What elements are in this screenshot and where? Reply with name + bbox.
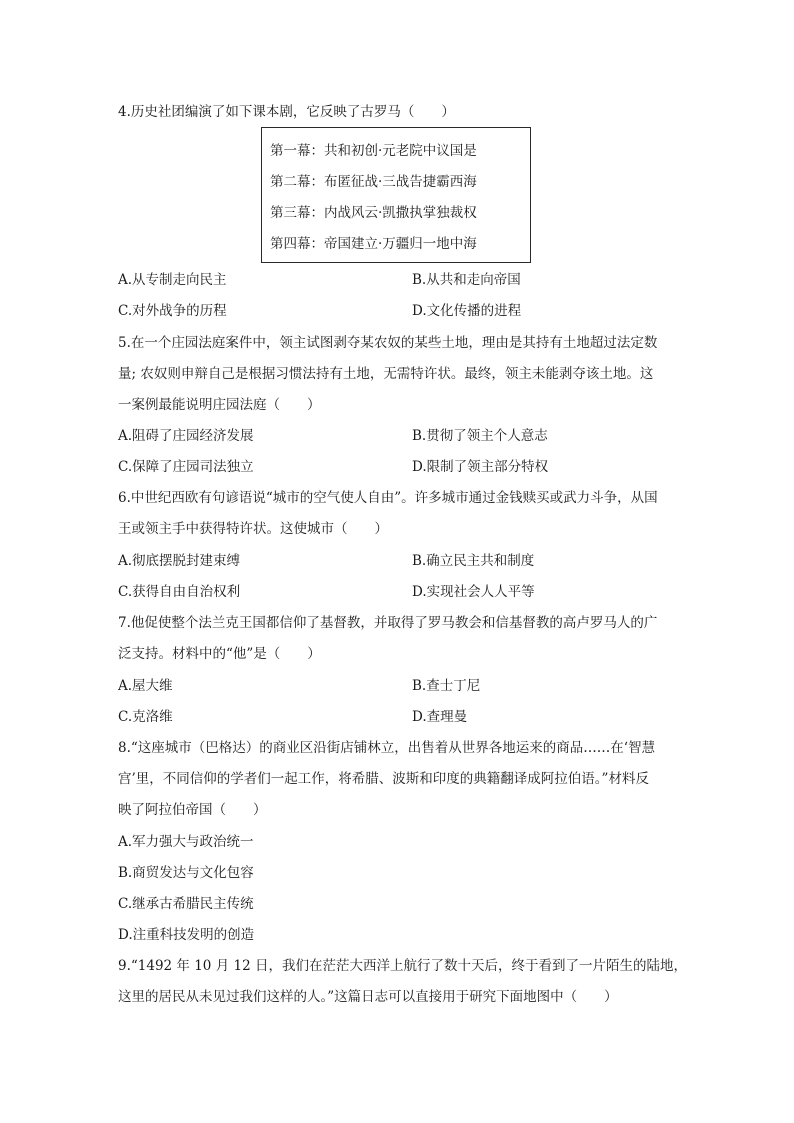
q4-act-4: 第四幕：帝国建立·万疆归一地中海 (270, 236, 477, 252)
q8-option-d: D.注重科技发明的创造 (118, 927, 255, 943)
q5-stem-line-1: 5.在一个庄园法庭案件中，领主试图剥夺某农奴的某些土地，理由是其持有土地超过法定数 (118, 335, 658, 351)
q4-option-c: C.对外战争的历程 (118, 303, 227, 319)
q4-stem: 4.历史社团编演了如下课本剧，它反映了古罗马（ ） (118, 104, 455, 120)
q5-stem-line-2: 量; 农奴则申辩自己是根据习惯法持有土地，无需特许状。最终，领主未能剥夺该土地。这 (118, 366, 654, 382)
q5-option-d: D.限制了领主部分特权 (412, 459, 549, 475)
q6-option-a: A.彻底摆脱封建束缚 (118, 553, 241, 569)
q6-option-d: D.实现社会人人平等 (412, 584, 535, 600)
q5-stem-line-3: 一案例最能说明庄园法庭（ ） (118, 397, 321, 413)
q7-stem-line-1: 7.他促使整个法兰克王国都信仰了基督教，并取得了罗马教会和信基督教的高卢罗马人的广 (118, 615, 658, 631)
q4-option-a: A.从专制走向民主 (118, 272, 227, 288)
q5-option-a: A.阻碍了庄园经济发展 (118, 428, 254, 444)
q7-option-b: B.查士丁尼 (412, 678, 481, 694)
q4-act-3: 第三幕：内战风云·凯撒执掌独裁权 (270, 205, 477, 221)
q6-stem-line-2: 王或领主手中获得特许状。这使城市（ ） (118, 521, 388, 537)
q8-option-b: B.商贸发达与文化包容 (118, 865, 254, 881)
q8-stem-line-1: 8.“这座城市（巴格达）的商业区沿街店铺林立，出售着从世界各地运来的商品……在‘智慧 (118, 740, 656, 756)
q6-stem-line-1: 6.中世纪西欧有句谚语说“城市的空气使人自由”。许多城市通过金钱赎买或武力斗争，从国 (118, 490, 658, 506)
q6-option-b: B.确立民主共和制度 (412, 553, 535, 569)
q4-option-d: D.文化传播的进程 (412, 303, 522, 319)
q4-script-box (261, 127, 531, 263)
q4-act-2: 第二幕：布匿征战·三战告捷霸西海 (270, 174, 477, 190)
q7-option-d: D.查理曼 (412, 709, 468, 725)
q7-stem-line-2: 泛支持。材料中的“他”是（ ） (118, 646, 321, 662)
q5-option-b: B.贯彻了领主个人意志 (412, 428, 548, 444)
q9-stem-line-2: 这里的居民从未见过我们这样的人。”这篇日志可以直接用于研究下面地图中（ ） (118, 989, 618, 1005)
q6-option-c: C.获得自由自治权利 (118, 584, 241, 600)
q4-option-b: B.从共和走向帝国 (412, 272, 521, 288)
q9-stem-line-1: 9.“1492 年 10 月 12 日，我们在茫茫大西洋上航行了数十天后，终于看到了一片陌生的陆地， (118, 958, 687, 974)
q4-act-1: 第一幕：共和初创·元老院中议国是 (270, 143, 477, 159)
q8-option-a: A.军力强大与政治统一 (118, 834, 254, 850)
q8-stem-line-2: 宫’里，不同信仰的学者们一起工作，将希腊、波斯和印度的典籍翻译成阿拉伯语。”材料反 (118, 771, 649, 787)
q8-option-c: C.继承古希腊民主传统 (118, 896, 254, 912)
q7-option-c: C.克洛维 (118, 709, 173, 725)
q8-stem-line-3: 映了阿拉伯帝国（ ） (118, 802, 267, 818)
q7-option-a: A.屋大维 (118, 678, 173, 694)
q5-option-c: C.保障了庄园司法独立 (118, 459, 254, 475)
